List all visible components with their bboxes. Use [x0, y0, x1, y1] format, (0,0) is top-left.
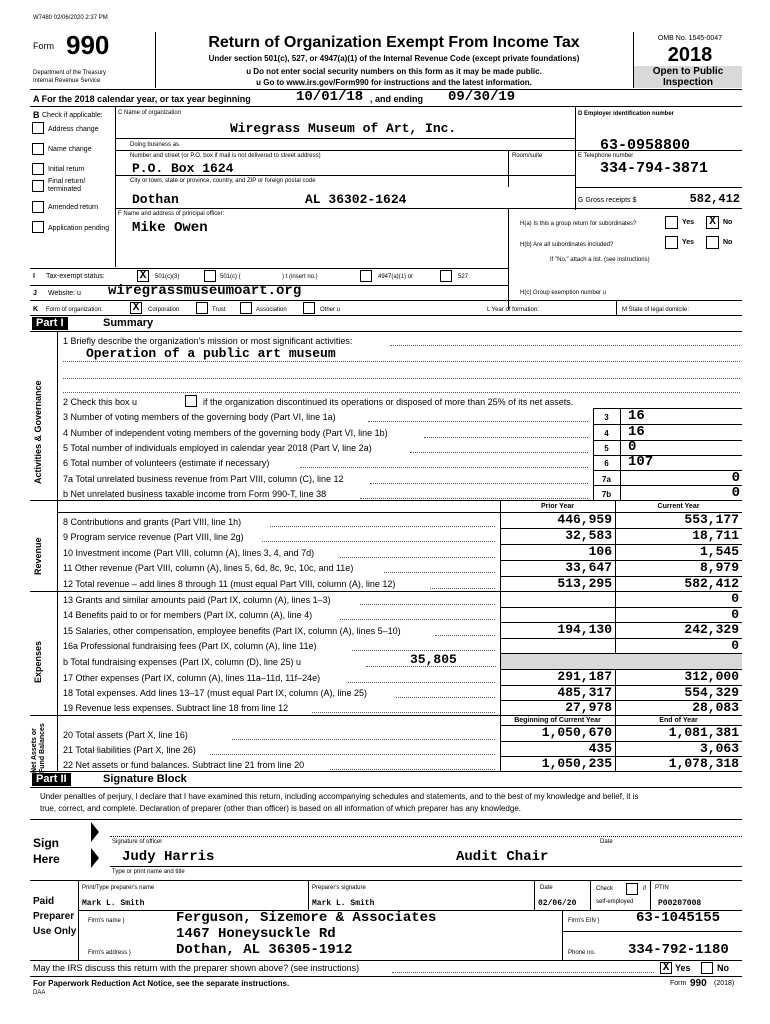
4947-checkbox[interactable] — [360, 270, 372, 282]
ptin-value: P00207008 — [658, 899, 702, 908]
line-a-label: A For the 2018 calendar year, or tax year beginning — [33, 94, 251, 104]
form-subtitle: Under section 501(c), 527, or 4947(a)(1) of the Internal Revenue Code (except private foundations) — [208, 54, 580, 63]
ha-yes-label: Yes — [682, 219, 695, 226]
hb-yes-label: Yes — [682, 239, 695, 246]
paperwork-notice: For Paperwork Reduction Act Notice, see the separate instructions. — [33, 979, 290, 988]
line1-label: 1 Briefly describe the organization's mission or most significant activities: — [63, 336, 353, 346]
line15-prior: 194,130 — [557, 622, 612, 637]
association-label: Association — [256, 307, 287, 313]
trust-label: Trust — [212, 307, 226, 313]
part2-title: Signature Block — [103, 773, 187, 785]
501c3-checkbox[interactable]: X — [137, 270, 149, 282]
firm-ein: 63-1045155 — [636, 910, 721, 926]
address-change-label: Address change — [48, 126, 99, 133]
self-employed-label: self-employed — [596, 899, 634, 905]
line5-value: 0 — [628, 439, 637, 455]
here-label: Here — [33, 852, 60, 866]
part1-title: Summary — [103, 317, 154, 329]
website-value[interactable]: wiregrassmuseumoart.org — [108, 283, 302, 299]
line8-prior: 446,959 — [557, 512, 612, 527]
form-number: 990 — [66, 30, 110, 60]
line8-current: 553,177 — [684, 512, 739, 527]
ha-no-checkbox[interactable]: X — [706, 216, 719, 229]
amended-return-label: Amended return — [48, 204, 99, 211]
print-stamp: W7480 02/06/2020 2:37 PM — [33, 15, 108, 21]
form-title: Return of Organization Exempt From Income Tax — [208, 34, 580, 51]
phone-value: 334-794-3871 — [600, 160, 709, 177]
firm-name: Ferguson, Sizemore & Associates — [176, 910, 437, 926]
ha-yes-checkbox[interactable] — [665, 216, 678, 229]
line4-label: 4 Number of independent voting members of the governing body (Part VI, line 1b) — [63, 428, 388, 438]
name-change-checkbox[interactable] — [32, 143, 44, 155]
current-year-header: Current Year — [657, 503, 700, 510]
daa-label: DAA — [33, 990, 46, 996]
phone-no-label: Phone no. — [568, 950, 596, 956]
form-word: Form — [33, 41, 54, 51]
street-label: Number and street (or P.O. box if mail is not delivered to street address) — [130, 153, 321, 159]
line9-current: 18,711 — [692, 528, 739, 543]
line17-current: 312,000 — [684, 669, 739, 684]
line15-label: 15 Salaries, other compensation, employee benefits (Part IX, column (A), lines 5–10) — [63, 626, 401, 636]
line6-value: 107 — [628, 454, 654, 470]
discuss-question: May the IRS discuss this return with the preparer shown above? (see instructions) — [33, 963, 360, 973]
mission-statement: Operation of a public art museum — [86, 346, 336, 361]
line6-no: 6 — [604, 459, 609, 468]
line22-begin: 1,050,235 — [541, 756, 612, 771]
line11-prior: 33,647 — [565, 560, 612, 575]
line7b-label: b Net unrelated business taxable income from Form 990-T, line 38 — [63, 489, 327, 499]
side-net-assets-1: Net Assets or — [31, 728, 38, 773]
discuss-no-label: No — [717, 963, 729, 973]
line7a-no: 7a — [602, 475, 611, 484]
street-address: P.O. Box 1624 — [132, 161, 234, 176]
other-label: Other u — [320, 307, 341, 313]
firm-address-2: Dothan, AL 36305-1912 — [176, 942, 353, 958]
527-label: 527 — [458, 274, 469, 280]
line11-label: 11 Other revenue (Part VIII, column (A), lines 5, 6d, 8c, 9c, 10c, and 11e) — [63, 563, 354, 573]
hb-no-label: No — [723, 239, 733, 246]
line7b-value: 0 — [731, 485, 740, 501]
preparer-name: Mark L. Smith — [82, 899, 145, 908]
line12-prior: 513,295 — [557, 576, 612, 591]
hb-note: If "No," attach a list. (see instructions) — [550, 257, 650, 263]
insert-no-label: ) t (insert no.) — [282, 274, 318, 280]
line19-current: 28,083 — [692, 700, 739, 715]
line3-label: 3 Number of voting members of the governing body (Part VI, line 1a) — [63, 412, 336, 422]
line10-label: 10 Investment income (Part VIII, column (A), lines 3, 4, and 7d) — [63, 548, 315, 558]
final-return-checkbox[interactable] — [32, 180, 44, 192]
line9-label: 9 Program service revenue (Part VIII, line 2g) — [63, 532, 244, 542]
name-change-label: Name change — [48, 146, 92, 153]
line5-label: 5 Total number of individuals employed in calendar year 2018 (Part V, line 2a) — [63, 443, 372, 453]
hb-question: H(b) Are all subordinates included? — [520, 242, 614, 248]
line17-label: 17 Other expenses (Part IX, column (A), lines 11a–11d, 11f–24e) — [63, 673, 321, 683]
discuss-yes-label: Yes — [675, 963, 691, 973]
line12-current: 582,412 — [684, 576, 739, 591]
footer-form-year: (2018) — [714, 980, 735, 987]
line7a-label: 7a Total unrelated business revenue from Part VIII, column (C), line 12 — [63, 474, 344, 484]
corporation-checkbox[interactable]: X — [130, 302, 142, 314]
application-pending-checkbox[interactable] — [32, 221, 44, 233]
org-name: Wiregrass Museum of Art, Inc. — [230, 121, 457, 136]
line18-prior: 485,317 — [557, 685, 612, 700]
line21-label: 21 Total liabilities (Part X, line 26) — [63, 745, 196, 755]
ha-no-label: No — [723, 219, 733, 226]
org-name-label: C Name of organization — [118, 110, 182, 116]
city-label: City or town, state or province, country, and ZIP or foreign postal code — [130, 178, 316, 184]
line22-end: 1,078,318 — [668, 756, 739, 771]
self-employed-checkbox[interactable] — [626, 883, 638, 895]
room-suite-label: Room/suite — [512, 153, 543, 159]
preparer-name-label: Print/Type preparer's name — [82, 885, 155, 891]
end-year-header: End of Year — [659, 717, 698, 724]
initial-return-label: Initial return — [48, 166, 85, 173]
omb-number: OMB No. 1545-0047 — [657, 35, 723, 42]
preparer-signature: Mark L. Smith — [312, 899, 375, 908]
hb-yes-checkbox[interactable] — [665, 236, 678, 249]
line18-label: 18 Total expenses. Add lines 13–17 (must equal Part IX, column (A), line 25) — [63, 688, 368, 698]
line8-label: 8 Contributions and grants (Part VIII, line 1h) — [63, 517, 242, 527]
domicile-label: M State of legal domicile: — [622, 307, 690, 313]
gross-receipts: 582,412 — [689, 192, 740, 206]
association-checkbox[interactable] — [240, 302, 252, 314]
line5-no: 5 — [604, 444, 609, 453]
initial-return-checkbox[interactable] — [32, 163, 44, 175]
website-label: Website: u — [48, 290, 81, 297]
side-net-assets-2: Fund Balances — [39, 723, 46, 773]
amended-return-checkbox[interactable] — [32, 201, 44, 213]
firm-name-label: Firm's name } — [88, 918, 125, 924]
501c-checkbox[interactable] — [204, 270, 216, 282]
instructions-notice: u Go to www.irs.gov/Form990 for instructions and the latest information. — [256, 78, 532, 87]
phone-label: E Telephone number — [578, 153, 634, 159]
line4-value: 16 — [628, 424, 645, 440]
ssn-notice: u Do not enter social security numbers on this form as it may be made public. — [246, 67, 542, 76]
open-public-1: Open to Public — [652, 66, 724, 77]
begin-year-header: Beginning of Current Year — [514, 717, 601, 724]
open-public-2: Inspection — [662, 77, 713, 88]
line16a-current: 0 — [731, 638, 739, 653]
line18-current: 554,329 — [684, 685, 739, 700]
line19-prior: 27,978 — [565, 700, 612, 715]
sign-arrow-2 — [91, 848, 99, 868]
footer-form-number: 990 — [690, 978, 707, 989]
trust-checkbox[interactable] — [196, 302, 208, 314]
4947-label: 4947(a)(1) or — [378, 274, 414, 280]
sign-label: Sign — [33, 836, 59, 850]
preparer-date: 02/06/20 — [538, 899, 577, 908]
line7a-value: 0 — [731, 470, 740, 486]
part1-tag: Part I — [32, 317, 68, 330]
line2-text: if the organization discontinued its operations or disposed of more than 25% of its net assets. — [203, 397, 574, 407]
section-b-letter: B — [33, 110, 40, 120]
line10-prior: 106 — [588, 544, 612, 559]
ein-value: 63-0958800 — [600, 137, 691, 154]
hc-label: H(c) Group exemption number u — [520, 290, 607, 296]
prior-year-header: Prior Year — [541, 503, 574, 510]
irs-name: Internal Revenue Service — [33, 78, 101, 84]
line-i-letter: I — [33, 273, 35, 280]
527-checkbox[interactable] — [440, 270, 452, 282]
line21-end: 3,063 — [699, 741, 739, 756]
line19-label: 19 Revenue less expenses. Subtract line 18 from line 12 — [63, 703, 289, 713]
tax-year-end: 09/30/19 — [448, 89, 516, 105]
officer-name: Judy Harris — [122, 849, 215, 865]
line16a-label: 16a Professional fundraising fees (Part IX, column (A), line 11e) — [63, 641, 317, 651]
side-activities: Activities & Governance — [33, 380, 43, 484]
line11-current: 8,979 — [699, 560, 739, 575]
dba-label: Doing business as — [130, 142, 180, 148]
tax-exempt-label: Tax-exempt status: — [46, 273, 105, 280]
line16b-label: b Total fundraising expenses (Part IX, column (D), line 25) u — [63, 657, 301, 667]
ein-label: D Employer identification number — [578, 111, 675, 117]
line20-label: 20 Total assets (Part X, line 16) — [63, 730, 188, 740]
principal-officer: Mike Owen — [132, 220, 208, 236]
line22-label: 22 Net assets or fund balances. Subtract line 21 from line 20 — [63, 760, 305, 770]
501c3-label: 501(c)(3) — [155, 274, 180, 280]
discuss-yes-checkbox[interactable]: X — [660, 962, 672, 974]
tax-year-begin: 10/01/18 — [296, 89, 364, 105]
ptin-label: PTIN — [655, 885, 669, 891]
line-k-letter: K — [33, 306, 39, 313]
check-self-label: Check — [596, 886, 614, 892]
application-pending-label: Application pending — [48, 225, 110, 232]
line7b-no: 7b — [601, 490, 612, 499]
final-return-label: Final return/ terminated — [48, 178, 86, 193]
other-checkbox[interactable] — [303, 302, 315, 314]
corporation-label: Corporation — [148, 307, 180, 313]
fundraising-total: 35,805 — [410, 652, 457, 667]
officer-label: F Name and address of principal officer: — [118, 211, 225, 217]
ending-label: , and ending — [370, 94, 423, 104]
line13-current: 0 — [731, 591, 739, 606]
officer-date-label: Date — [600, 839, 613, 845]
line20-begin: 1,050,670 — [541, 725, 612, 740]
department: Department of the Treasury — [33, 70, 107, 76]
address-change-checkbox[interactable] — [32, 122, 44, 134]
gross-receipts-label: G Gross receipts $ — [578, 197, 637, 204]
preparer-date-label: Date — [540, 885, 553, 891]
preparer-label: Preparer — [33, 911, 75, 922]
line2-label: 2 Check this box u — [63, 397, 138, 407]
line14-current: 0 — [731, 607, 739, 622]
ha-question: H(a) Is this a group return for subordinates? — [520, 221, 637, 227]
hb-no-checkbox[interactable] — [706, 236, 719, 249]
line3-no: 3 — [604, 413, 609, 422]
preparer-sig-label: Preparer's signature — [312, 885, 366, 891]
part2-tag: Part II — [32, 773, 71, 786]
firm-address-1: 1467 Honeysuckle Rd — [176, 926, 336, 942]
paid-label: Paid — [33, 896, 55, 907]
officer-title: Audit Chair — [456, 849, 549, 865]
line13-label: 13 Grants and similar amounts paid (Part IX, column (A), lines 1–3) — [63, 595, 331, 605]
use-only-label: Use Only — [33, 926, 77, 937]
sign-arrow-1 — [91, 822, 99, 842]
line12-label: 12 Total revenue – add lines 8 through 11 (must equal Part VIII, column (A), line 12) — [63, 579, 396, 589]
line21-begin: 435 — [588, 741, 612, 756]
if-label: if — [643, 886, 646, 892]
discuss-no-checkbox[interactable] — [701, 962, 713, 974]
line20-end: 1,081,381 — [668, 725, 739, 740]
line9-prior: 32,583 — [565, 528, 612, 543]
tax-year: 2018 — [667, 44, 713, 66]
preparer-phone: 334-792-1180 — [628, 942, 729, 958]
city: Dothan — [132, 192, 179, 207]
line4-no: 4 — [604, 429, 609, 438]
side-expenses: Expenses — [33, 640, 43, 683]
line14-label: 14 Benefits paid to or for members (Part IX, column (A), line 4) — [63, 610, 313, 620]
year-formation-label: L Year of formation: — [487, 307, 539, 313]
line15-current: 242,329 — [684, 622, 739, 637]
type-name-label: Type or print name and title — [112, 869, 185, 875]
state-zip: AL 36302-1624 — [305, 192, 407, 207]
line3-value: 16 — [628, 408, 645, 424]
perjury-line-2: true, correct, and complete. Declaration of preparer (other than officer) is based on all information of which preparer has any knowledge. — [40, 804, 521, 813]
line10-current: 1,545 — [699, 544, 739, 559]
officer-sig-label: Signature of officer — [112, 839, 163, 845]
discontinued-checkbox[interactable] — [185, 395, 197, 407]
perjury-line-1: Under penalties of perjury, I declare that I have examined this return, including accompanying schedules and statements, and to the best of my knowledge and belief, it is — [40, 792, 639, 801]
line6-label: 6 Total number of volunteers (estimate if necessary) — [63, 458, 270, 468]
line-j-letter: J — [33, 290, 37, 297]
check-applicable: Check if applicable: — [42, 112, 103, 119]
footer-form-word: Form — [670, 980, 687, 987]
firm-address-label: Firm's address } — [88, 950, 131, 956]
org-form-label: Form of organization: — [46, 307, 103, 313]
line17-prior: 291,187 — [557, 669, 612, 684]
firm-ein-label: Firm's EIN } — [568, 918, 600, 924]
side-revenue: Revenue — [33, 537, 43, 575]
501c-label: 501(c) ( — [220, 274, 241, 280]
